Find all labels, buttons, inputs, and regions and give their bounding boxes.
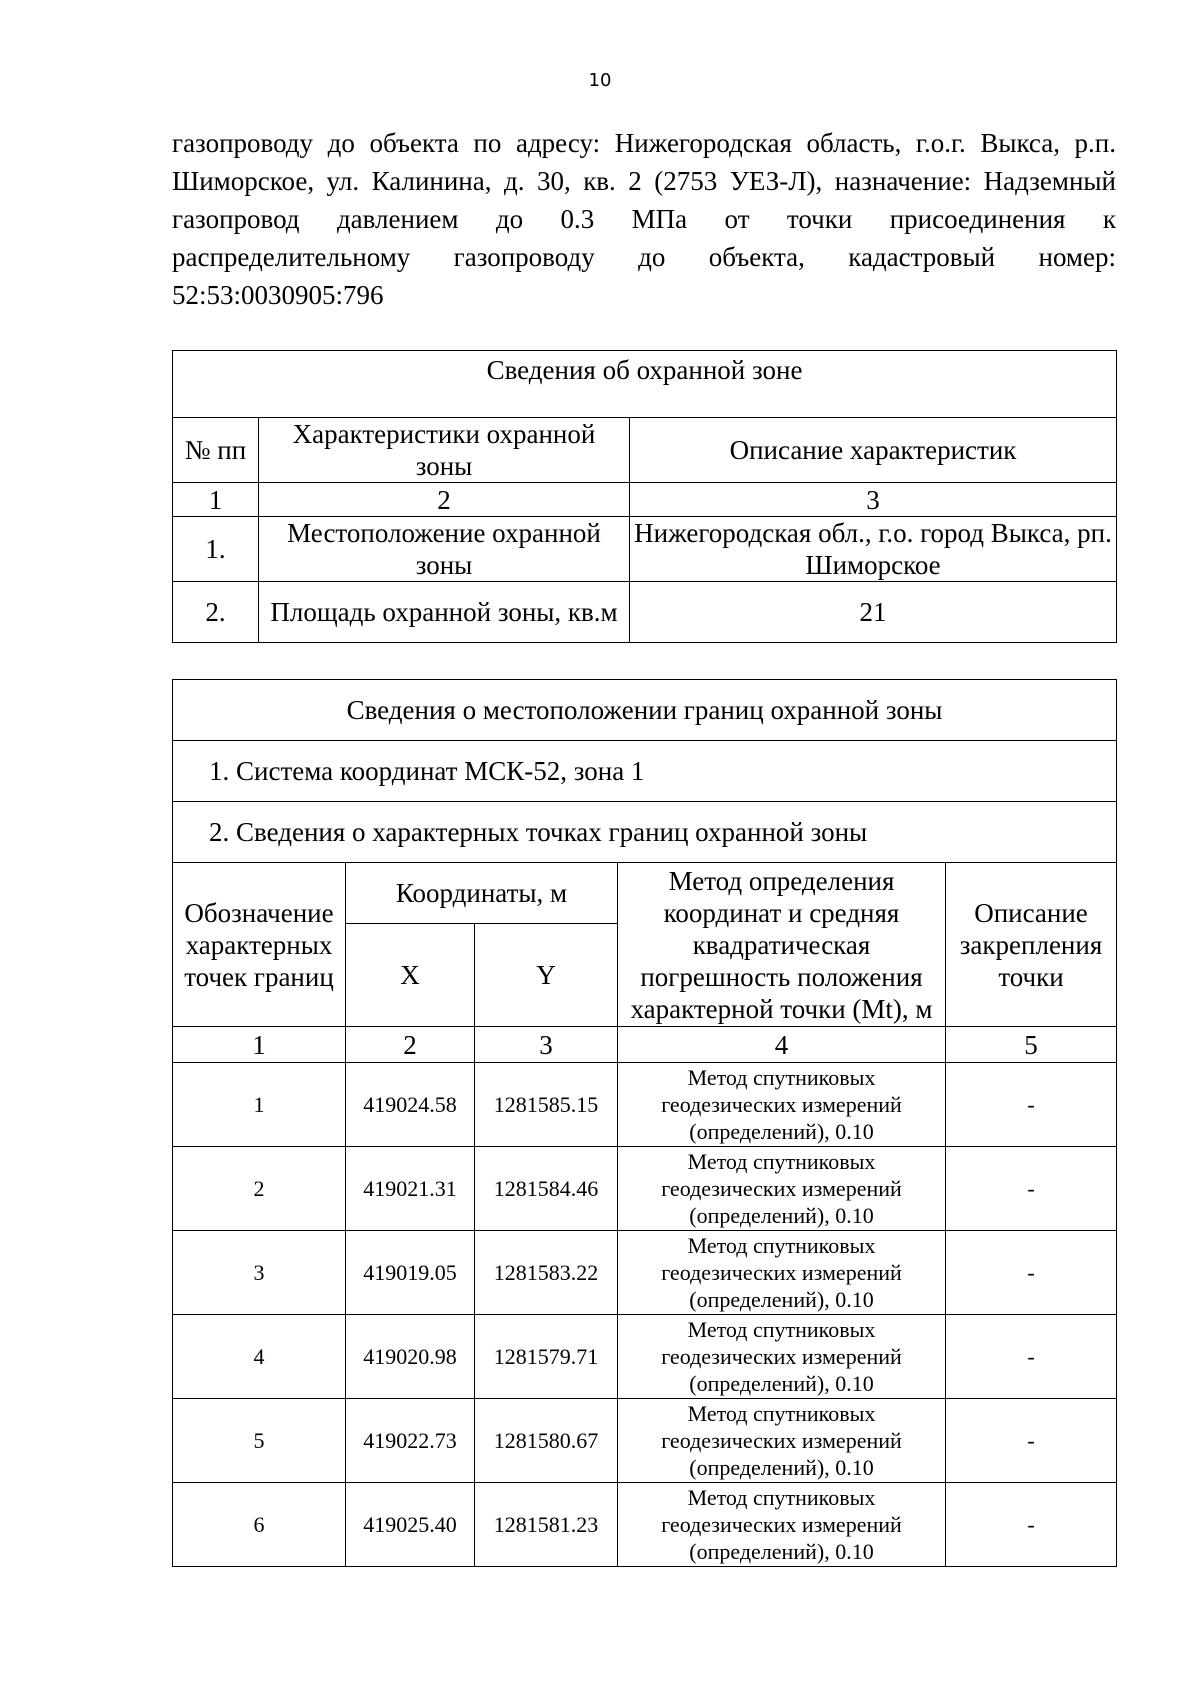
header-y: Y [475,924,618,1027]
method-description: Метод спутниковых геодезических измерений (определений), 0.10 [618,1231,946,1315]
header-cell: Описание характеристик [630,418,1117,483]
fixing-description: - [946,1147,1117,1231]
points-section-title: 2. Сведения о характерных точках границ охранной зоны [173,802,1117,863]
coord-x: 419022.73 [346,1399,475,1483]
table-row [173,1147,1117,1231]
header-method: Метод определения координат и средняя квадратическая погрешность положения характерной точки (Mt), м [618,863,946,1027]
coord-x: 419019.05 [346,1231,475,1315]
coord-x: 419021.31 [346,1147,475,1231]
table-row [173,517,1117,582]
coordinate-system: 1. Система координат МСК-52, зона 1 [173,741,1117,802]
fixing-description: - [946,1315,1117,1399]
method-description: Метод спутниковых геодезических измерений (определений), 0.10 [618,1063,946,1147]
point-id: 2 [173,1147,346,1231]
coord-x: 419020.98 [346,1315,475,1399]
column-number: 5 [946,1027,1117,1063]
column-number: 2 [259,483,630,517]
table-row [173,1231,1117,1315]
page-number: 10 [588,70,612,91]
row-number: 1. [173,517,259,582]
point-id: 3 [173,1231,346,1315]
method-description: Метод спутниковых геодезических измерений (определений), 0.10 [618,1315,946,1399]
header-designation: Обозначение характерных точек границ [173,863,346,1027]
characteristic-name: Площадь охранной зоны, кв.м [259,582,630,643]
header-cell: Характеристики охранной зоны [259,418,630,483]
coord-x: 419025.40 [346,1483,475,1567]
header-fixing: Описание закрепления точки [946,863,1117,1027]
column-number: 1 [173,1027,346,1063]
point-id: 6 [173,1483,346,1567]
characteristic-name: Местоположение охранной зоны [259,517,630,582]
row-number: 2. [173,582,259,643]
table-title: Сведения об охранной зоне [173,351,1117,418]
column-number: 2 [346,1027,475,1063]
table-row [173,1399,1117,1483]
table-row [173,1483,1117,1567]
intro-paragraph [172,124,1116,314]
column-number: 4 [618,1027,946,1063]
coord-y: 1281583.22 [475,1231,618,1315]
point-id: 5 [173,1399,346,1483]
header-x: X [346,924,475,1027]
intro-line: 52:53:0030905:796 [172,280,384,310]
boundary-location-table [172,679,1117,1567]
fixing-description: - [946,1231,1117,1315]
intro-line: газопровод давлением до 0.3 МПа от точки присоединения к [172,204,1116,234]
header-coordinates: Координаты, м [346,863,618,924]
coord-y: 1281585.15 [475,1063,618,1147]
coord-y: 1281580.67 [475,1399,618,1483]
fixing-description: - [946,1399,1117,1483]
method-description: Метод спутниковых геодезических измерений (определений), 0.10 [618,1399,946,1483]
coord-x: 419024.58 [346,1063,475,1147]
intro-line: распределительному газопроводу до объекта, кадастровый номер: [172,242,1116,272]
fixing-description: - [946,1063,1117,1147]
protection-zone-table [172,350,1117,643]
column-number: 3 [475,1027,618,1063]
method-description: Метод спутниковых геодезических измерений (определений), 0.10 [618,1147,946,1231]
table-row [173,1315,1117,1399]
header-cell: № пп [173,418,259,483]
column-number: 1 [173,483,259,517]
intro-line: газопроводу до объекта по адресу: Нижегородская область, г.о.г. Выкса, р.п. [172,128,1116,158]
table-row [173,1063,1117,1147]
intro-line: Шиморское, ул. Калинина, д. 30, кв. 2 (2753 УЕЗ-Л), назначение: Надземный [172,166,1116,196]
fixing-description: - [946,1483,1117,1567]
point-id: 1 [173,1063,346,1147]
method-description: Метод спутниковых геодезических измерений (определений), 0.10 [618,1483,946,1567]
characteristic-value: Нижегородская обл., г.о. город Выкса, рп. Шиморское [630,517,1117,582]
coord-y: 1281584.46 [475,1147,618,1231]
coord-y: 1281579.71 [475,1315,618,1399]
column-number: 3 [630,483,1117,517]
table-row [173,582,1117,643]
point-id: 4 [173,1315,346,1399]
table-title: Сведения о местоположении границ охранной зоны [173,680,1117,741]
characteristic-value: 21 [630,582,1117,643]
coord-y: 1281581.23 [475,1483,618,1567]
